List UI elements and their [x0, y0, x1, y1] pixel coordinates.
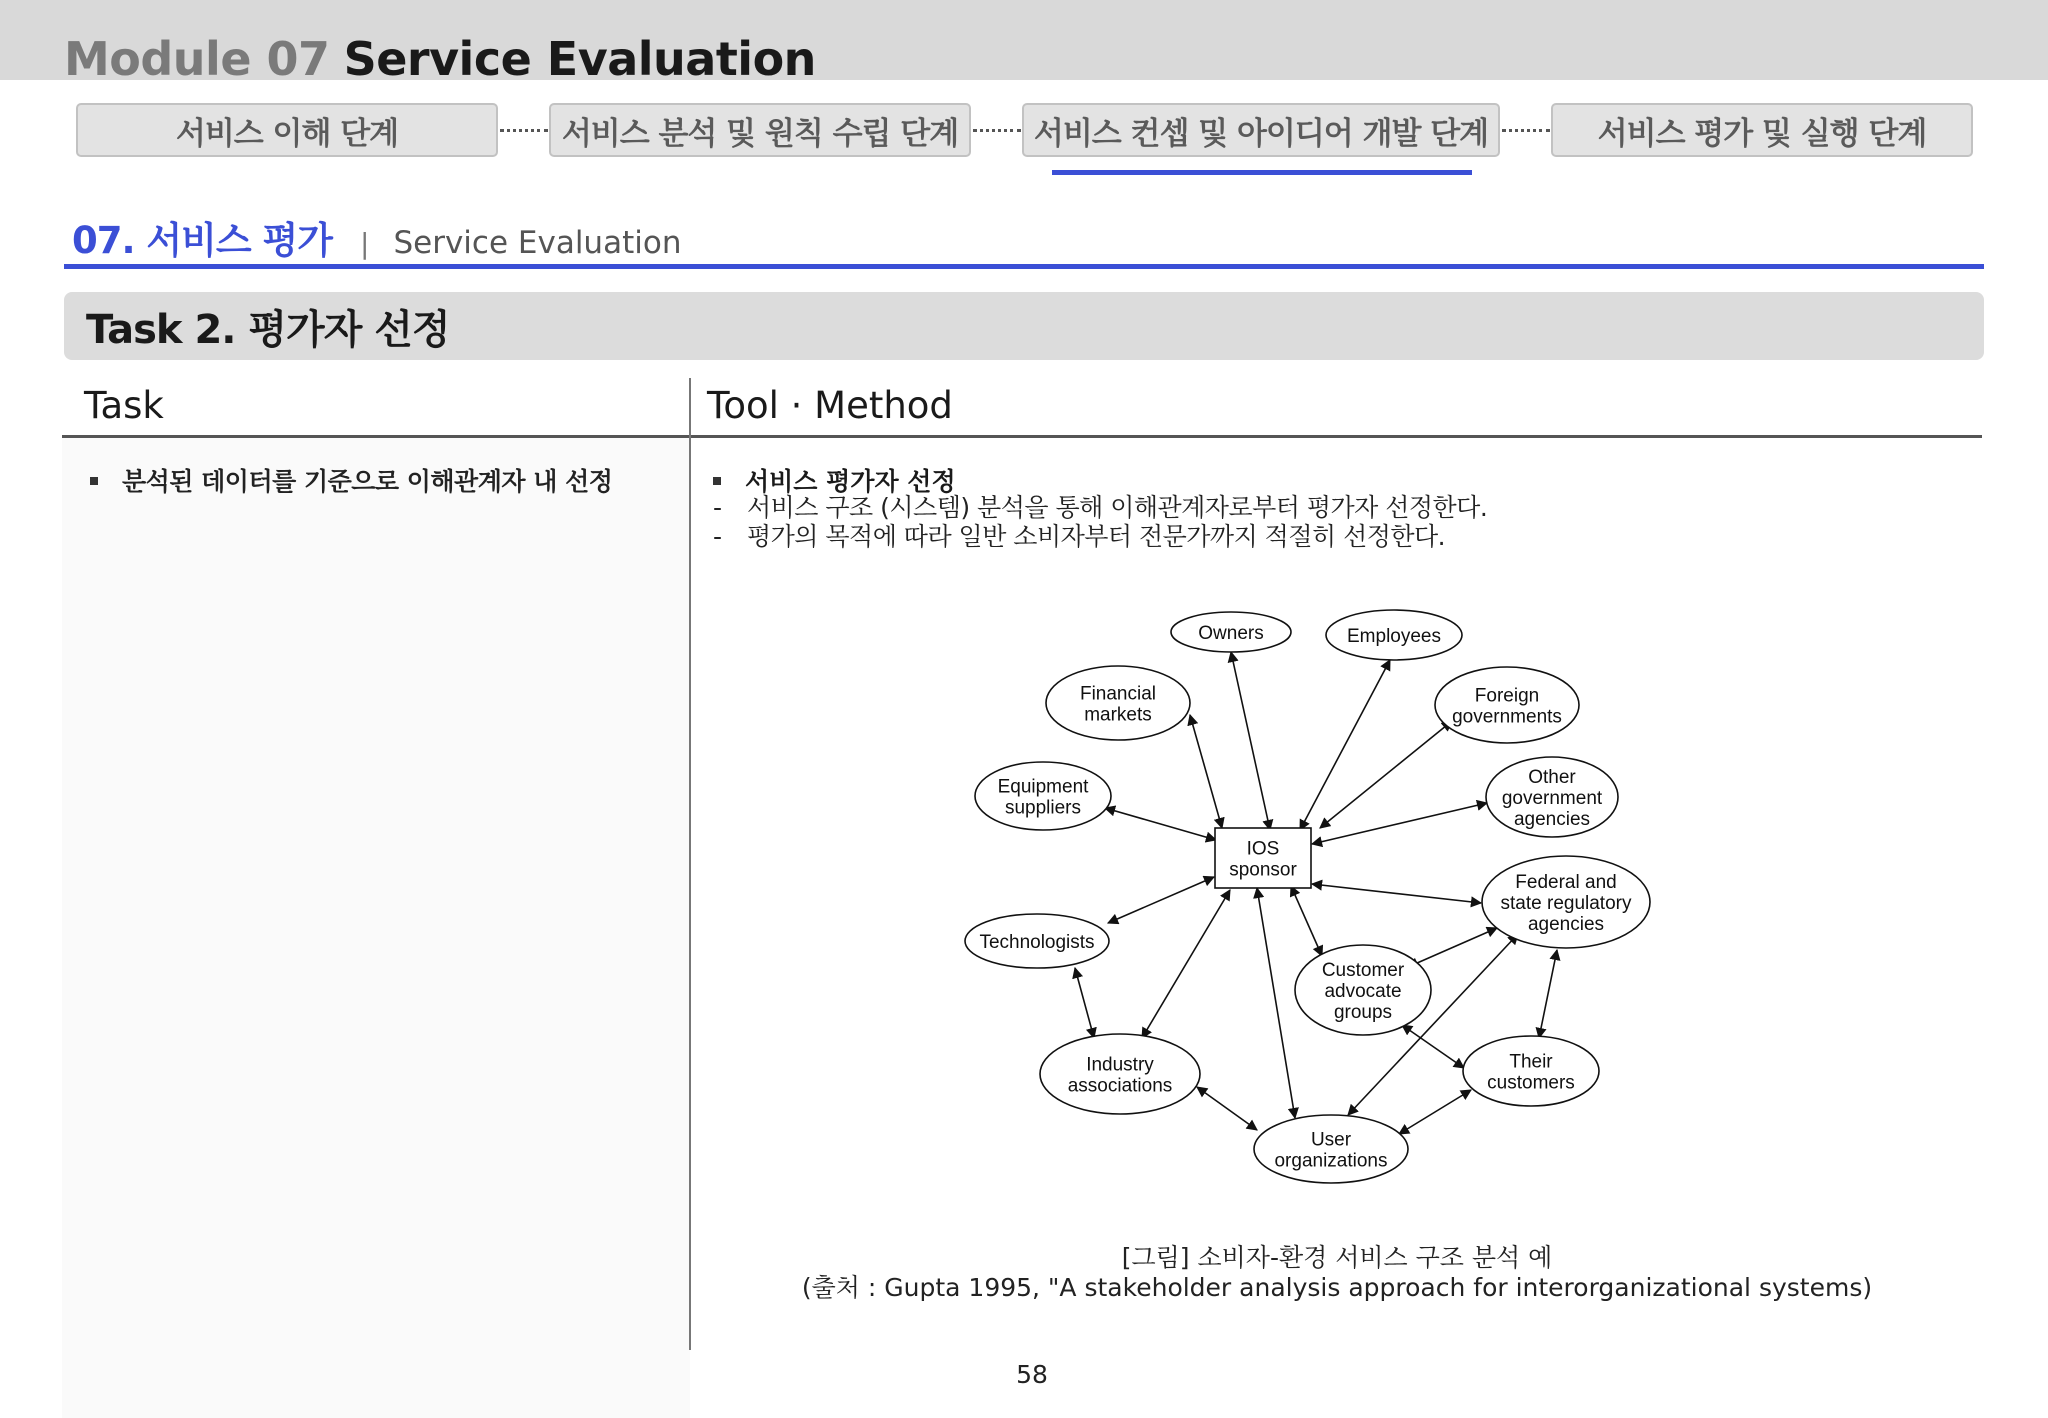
node-label-user-orgs: User — [1310, 1129, 1352, 1151]
node-label-foreign: Foreign — [1474, 685, 1540, 707]
method-line-2 — [713, 517, 1445, 553]
section-number-title: 07. 서비스 평가 — [72, 219, 333, 262]
page-number: 58 — [1016, 1360, 1048, 1389]
node-label-foreign: governments — [1452, 706, 1562, 728]
stage-label: 서비스 컨셉 및 아이디어 개발 단계 — [1033, 115, 1489, 152]
edge-technologists-sponsor — [1108, 877, 1214, 923]
node-label-federal: agencies — [1527, 914, 1605, 935]
bullet-icon — [90, 477, 98, 485]
task-title: Task 2. 평가자 선정 — [86, 307, 450, 353]
node-label-customer-adv: advocate — [1324, 981, 1402, 1002]
edge-customeradv-federal — [1408, 928, 1497, 967]
method-line-text: 평가의 목적에 따라 일반 소비자부터 전문가까지 적절히 선정한다. — [747, 522, 1446, 551]
edge-userorgs-sponsor — [1257, 888, 1295, 1118]
node-label-financial: markets — [1084, 704, 1152, 726]
stage-connector — [973, 129, 1021, 132]
section-english: Service Evaluation — [393, 225, 682, 261]
stage-understanding[interactable] — [76, 103, 498, 157]
stage-evaluation[interactable] — [1551, 103, 1973, 157]
node-label-other-gov: agencies — [1513, 809, 1591, 830]
stage-label: 서비스 분석 및 원칙 수립 단계 — [561, 115, 959, 152]
column-header-task: Task — [84, 384, 164, 427]
node-label-owners: Owners — [1198, 623, 1264, 644]
edge-customeradv-sponsor — [1291, 886, 1322, 956]
node-label-their-customers: Their — [1509, 1051, 1553, 1073]
node-label-other-gov: Other — [1528, 767, 1576, 788]
active-stage-indicator — [1052, 170, 1472, 175]
edge-employees-sponsor — [1300, 660, 1390, 830]
node-label-sponsor: sponsor — [1229, 859, 1297, 881]
edge-financial-sponsor — [1190, 715, 1222, 828]
edge-industry-sponsor — [1142, 890, 1230, 1038]
stage-connector — [500, 129, 548, 132]
edge-federal-sponsor — [1312, 884, 1481, 903]
module-title — [64, 32, 816, 86]
node-label-other-gov: government — [1501, 788, 1603, 809]
stage-connector — [1502, 129, 1550, 132]
column-header-method: Tool · Method — [707, 384, 953, 427]
edge-owners-sponsor — [1231, 652, 1270, 830]
node-label-customer-adv: Customer — [1321, 960, 1405, 981]
stage-label: 서비스 평가 및 실행 단계 — [1597, 115, 1927, 152]
edge-theircustomers-userorgs — [1399, 1090, 1471, 1134]
task-column-background — [62, 438, 690, 1418]
header-divider — [62, 435, 1982, 438]
node-label-employees: Employees — [1347, 626, 1441, 647]
edge-equipment-sponsor — [1105, 808, 1216, 840]
stage-label: 서비스 이해 단계 — [175, 115, 399, 152]
node-label-equipment: Equipment — [997, 776, 1089, 798]
column-divider — [689, 378, 691, 1350]
section-title — [72, 210, 681, 264]
stage-analysis[interactable] — [549, 103, 971, 157]
edge-federal-theircustomers — [1539, 950, 1557, 1038]
stage-concept[interactable] — [1022, 103, 1500, 157]
figure-caption: [그림] 소비자-환경 서비스 구조 분석 예 — [1121, 1243, 1553, 1272]
node-label-sponsor: IOS — [1246, 838, 1280, 860]
node-label-financial: Financial — [1079, 683, 1157, 705]
edge-foreign-sponsor — [1320, 721, 1452, 828]
task-item — [90, 462, 612, 498]
dash-icon: - — [713, 522, 722, 551]
dash-icon: - — [713, 493, 722, 522]
node-label-equipment: suppliers — [1004, 797, 1082, 819]
node-label-technologists: Technologists — [979, 932, 1095, 953]
edge-othergov-sponsor — [1312, 803, 1487, 844]
node-label-customer-adv: groups — [1333, 1002, 1393, 1023]
edge-industry-userorgs — [1197, 1087, 1257, 1130]
node-label-industry: associations — [1067, 1075, 1173, 1097]
section-separator: | — [360, 227, 370, 260]
method-line-text: 서비스 구조 (시스템) 분석을 통해 이해관계자로부터 평가자 선정한다. — [747, 493, 1488, 522]
node-label-federal: Federal and — [1515, 872, 1617, 893]
node-label-industry: Industry — [1086, 1054, 1154, 1076]
task-bar — [64, 292, 1984, 360]
method-heading-text: 서비스 평가자 선정 — [745, 467, 956, 496]
task-item-text: 분석된 데이터를 기준으로 이해관계자 내 선정 — [122, 467, 613, 496]
node-label-user-orgs: organizations — [1274, 1150, 1388, 1172]
node-label-federal: state regulatory — [1500, 893, 1632, 914]
stakeholder-diagram — [960, 600, 1660, 1200]
figure-source: (출처 : Gupta 1995, "A stakeholder analysis approach for interorganizational systems) — [801, 1273, 1873, 1302]
edge-technologists-industry — [1075, 968, 1094, 1038]
module-name: Service Evaluation — [343, 32, 816, 86]
bullet-icon — [713, 477, 721, 485]
section-divider — [64, 264, 1984, 269]
module-number: Module 07 — [64, 32, 330, 86]
node-label-their-customers: customers — [1487, 1072, 1575, 1094]
